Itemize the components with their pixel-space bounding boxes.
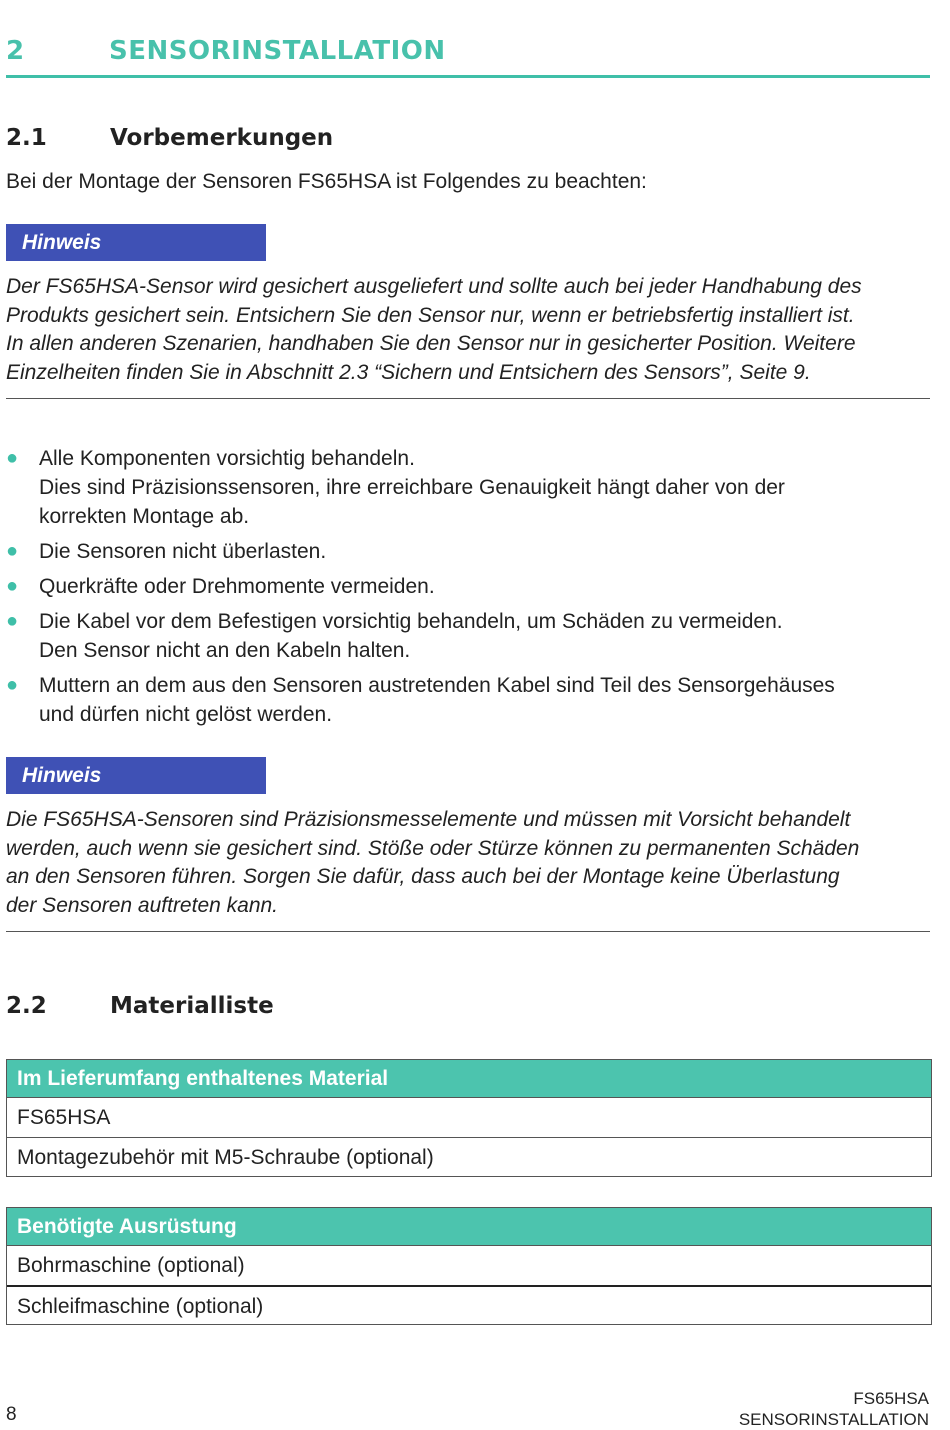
chapter-title: SENSORINSTALLATION bbox=[109, 36, 446, 66]
list-item bbox=[6, 607, 930, 665]
bullet-icon: ● bbox=[6, 575, 19, 597]
list-item-line: und dürfen nicht gelöst werden. bbox=[39, 703, 333, 726]
footer-chapter: SENSORINSTALLATION bbox=[738, 1410, 929, 1429]
chapter-heading bbox=[6, 36, 930, 78]
divider bbox=[6, 398, 930, 399]
section-number: 2.2 bbox=[6, 993, 47, 1019]
list-item-line: Dies sind Präzisionssensoren, ihre erreichbare Genauigkeit hängt daher von der bbox=[39, 476, 785, 499]
note-text bbox=[6, 273, 930, 387]
table-row: Bohrmaschine (optional) bbox=[17, 1254, 245, 1277]
note-line: Einzelheiten finden Sie in Abschnitt 2.3 “Sichern und Entsichern des Sensors”, Seite 9. bbox=[6, 360, 811, 384]
intro-paragraph: Bei der Montage der Sensoren FS65HSA ist Folgendes zu beachten: bbox=[6, 170, 647, 193]
list-item bbox=[6, 671, 930, 729]
table-header: Im Lieferumfang enthaltenes Material bbox=[7, 1060, 931, 1098]
bullet-icon: ● bbox=[6, 610, 19, 632]
section-title: Vorbemerkungen bbox=[110, 125, 334, 151]
note-line: Produkts gesichert sein. Entsichern Sie den Sensor nur, wenn er betriebsfertig installiert ist. bbox=[6, 303, 855, 327]
table-row: Schleifmaschine (optional) bbox=[7, 1285, 931, 1324]
equipment-table bbox=[6, 1207, 932, 1325]
bullet-icon: ● bbox=[6, 674, 19, 696]
note-label: Hinweis bbox=[6, 224, 266, 261]
section-title: Materialliste bbox=[110, 993, 274, 1019]
material-table bbox=[6, 1059, 932, 1177]
note-line: der Sensoren auftreten kann. bbox=[6, 893, 279, 917]
chapter-number: 2 bbox=[6, 36, 25, 66]
list-item-line: Den Sensor nicht an den Kabeln halten. bbox=[39, 639, 411, 662]
list-item-line: Die Sensoren nicht überlasten. bbox=[39, 540, 327, 563]
note-text bbox=[6, 806, 930, 920]
note-line: an den Sensoren führen. Sorgen Sie dafür, dass auch bei der Montage keine Überlastung bbox=[6, 865, 840, 888]
list-item bbox=[6, 444, 930, 531]
table-row: Montagezubehör mit M5-Schraube (optional) bbox=[7, 1137, 931, 1176]
list-item-line: Muttern an dem aus den Sensoren austretenden Kabel sind Teil des Sensorgehäuses bbox=[39, 674, 835, 697]
note-label: Hinweis bbox=[6, 757, 266, 794]
list-item bbox=[6, 572, 930, 601]
note-line: werden, auch wenn sie gesichert sind. Stöße oder Stürze können zu permanenten Schäden bbox=[6, 836, 860, 860]
note-line: Der FS65HSA-Sensor wird gesichert ausgeliefert und sollte auch bei jeder Handhabung des bbox=[6, 275, 862, 298]
table-header: Benötigte Ausrüstung bbox=[7, 1208, 931, 1246]
list-item-line: Querkräfte oder Drehmomente vermeiden. bbox=[39, 575, 435, 598]
section-number: 2.1 bbox=[6, 125, 47, 151]
bullet-icon: ● bbox=[6, 540, 19, 562]
table-row: FS65HSA bbox=[17, 1106, 111, 1129]
list-item-line: Die Kabel vor dem Befestigen vorsichtig behandeln, um Schäden zu vermeiden. bbox=[39, 610, 783, 633]
list-item-line: Alle Komponenten vorsichtig behandeln. bbox=[39, 447, 415, 470]
list-item bbox=[6, 537, 930, 566]
note-line: In allen anderen Szenarien, handhaben Sie den Sensor nur in gesicherter Position. Weitere bbox=[6, 332, 856, 355]
divider bbox=[6, 931, 930, 932]
list-item-line: korrekten Montage ab. bbox=[39, 505, 250, 528]
note-line: Die FS65HSA-Sensoren sind Präzisionsmesselemente und müssen mit Vorsicht behandelt bbox=[6, 808, 851, 831]
footer-product: FS65HSA bbox=[853, 1389, 929, 1408]
page-number: 8 bbox=[6, 1404, 17, 1425]
running-footer bbox=[739, 1388, 929, 1430]
bullet-icon: ● bbox=[6, 447, 19, 469]
precaution-list bbox=[6, 444, 930, 735]
